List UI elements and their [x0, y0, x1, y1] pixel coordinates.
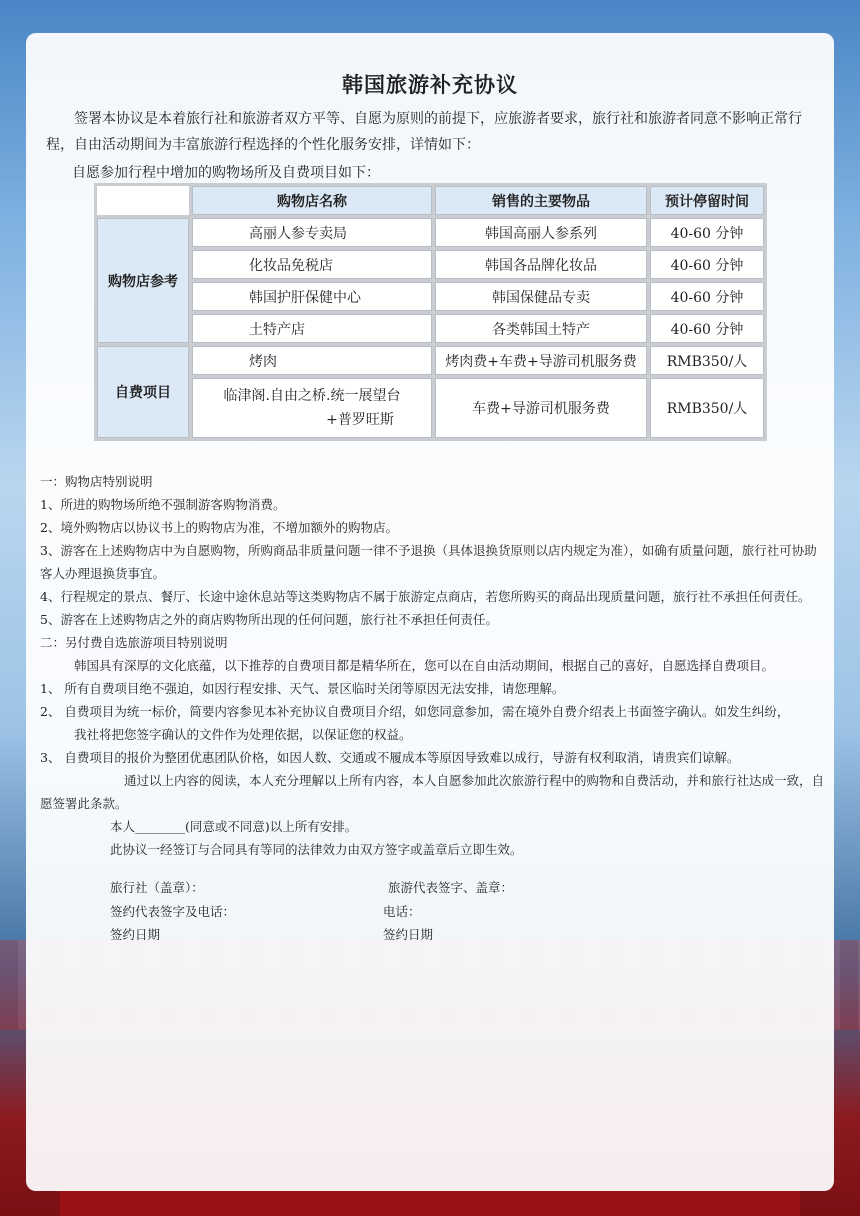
- table-row: [97, 218, 764, 247]
- note-item: 1、所进的购物场所绝不强制游客购物消费。: [40, 497, 286, 512]
- shop-goods: 韩国各品牌化妆品: [435, 250, 647, 279]
- note-item: 5、游客在上述购物店之外的商店购物所出现的任何问题，旅行社不承担任何责任。: [40, 612, 498, 627]
- shop-duration: 40-60 分钟: [650, 218, 764, 247]
- shop-goods: 韩国保健品专卖: [435, 282, 647, 311]
- agency-stamp-label: 旅行社（盖章）：: [110, 880, 204, 895]
- shop-duration: 40-60 分钟: [650, 314, 764, 343]
- shop-goods: 韩国高丽人参系列: [435, 218, 647, 247]
- note-item-continued: 我社将把您签字确认的文件作为处理依据，以保证您的权益。: [74, 727, 412, 742]
- shop-name: 土特产店: [192, 314, 432, 343]
- extra-name: 烤肉: [192, 346, 432, 375]
- section-2-title: 二：另付费自选旅游项目特别说明: [40, 635, 228, 650]
- agreement-sheet: [26, 33, 834, 1191]
- consent-line: 本人________(同意或不同意)以上所有安排。: [110, 819, 358, 834]
- header-goods: 销售的主要物品: [435, 186, 647, 215]
- shop-goods: 各类韩国土特产: [435, 314, 647, 343]
- note-item: 4、行程规定的景点、餐厅、长途中途休息站等这类购物店不属于旅游定点商店，若您所购买的商品出现质量问题，旅行社不承担任何责任。: [40, 589, 811, 604]
- shop-name: 韩国护肝保健中心: [192, 282, 432, 311]
- extra-price: RMB350/人: [650, 346, 764, 375]
- section-2-intro: 韩国具有深厚的文化底蕴，以下推荐的自费项目都是精华所在，您可以在自由活动期间，根据自己的喜好，自愿选择自费项目。: [74, 658, 775, 673]
- phone-label: 电话：: [383, 904, 421, 919]
- note-item: 3、 自费项目的报价为整团优惠团队价格，如因人数、交通或不履成本等原因导致难以成行，导游有权利取消，请贵宾们谅解。: [40, 750, 740, 765]
- extra-goods: 烤肉费+车费+导游司机服务费: [435, 346, 647, 375]
- notes-section: [40, 470, 824, 861]
- table-row: [97, 250, 764, 279]
- extra-goods: 车费+导游司机服务费: [435, 378, 647, 438]
- shop-group-label: 购物店参考: [97, 218, 189, 343]
- header-duration: 预计停留时间: [650, 186, 764, 215]
- rep-phone-label: 签约代表签字及电话：: [110, 904, 236, 919]
- shopping-table: [94, 183, 767, 441]
- table-row: [97, 378, 764, 438]
- intro-paragraph: 签署本协议是本着旅行社和旅游者双方平等、自愿为原则的前提下，应旅游者要求，旅行社和旅游者同意不影响正常行程，自由活动期间为丰富旅游行程选择的个性化服务安排，详情如下：: [46, 111, 802, 153]
- shop-duration: 40-60 分钟: [650, 250, 764, 279]
- table-row: [97, 314, 764, 343]
- extra-name-cell: [192, 378, 432, 438]
- header-shop-name: 购物店名称: [192, 186, 432, 215]
- note-item: 2、境外购物店以协议书上的购物店为准，不增加额外的购物店。: [40, 520, 398, 535]
- section-1-title: 一：购物店特别说明: [40, 474, 153, 489]
- note-item: 1、 所有自费项目绝不强迫，如因行程安排、天气、景区临时关闭等原因无法安排，请您理解。: [40, 681, 565, 696]
- date-left-label: 签约日期: [110, 927, 161, 942]
- shop-name: 高丽人参专卖局: [192, 218, 432, 247]
- table-row: [97, 282, 764, 311]
- table-corner: [97, 186, 189, 215]
- shop-name: 化妆品免税店: [192, 250, 432, 279]
- table-header-row: [97, 186, 764, 215]
- table-row: [97, 346, 764, 375]
- note-item: 2、 自费项目为统一标价，简要内容参见本补充协议自费项目介绍，如您同意参加，需在境外自费介绍表上书面签字确认。如发生纠纷，: [40, 704, 790, 719]
- intro-list-lead: 自愿参加行程中增加的购物场所及自费项目如下：: [72, 165, 380, 181]
- extra-name-line1: 临津阁.自由之桥.统一展望台: [223, 388, 401, 404]
- closing-statement: 通过以上内容的阅读，本人充分理解以上所有内容，本人自愿参加此次旅游行程中的购物和自费活动，并和旅行社达成一致，自愿签署此条款。: [40, 773, 825, 811]
- guide-rep-label: 旅游代表签字、盖章：: [388, 880, 514, 895]
- extra-price: RMB350/人: [650, 378, 764, 438]
- note-item: 3、游客在上述购物店中为自愿购物，所购商品非质量问题一律不予退换（具体退换货原则以店内规定为准），如确有质量问题，旅行社可协助客人办理退换货事宜。: [40, 543, 817, 581]
- date-right-label: 签约日期: [383, 927, 434, 942]
- extra-group-label: 自费项目: [97, 346, 189, 438]
- document-title: 韩国旅游补充协议: [342, 72, 518, 97]
- effect-line: 此协议一经签订与合同具有等同的法律效力由双方签字或盖章后立即生效。: [110, 842, 523, 857]
- shop-duration: 40-60 分钟: [650, 282, 764, 311]
- extra-name-line2: +普罗旺斯: [326, 412, 394, 428]
